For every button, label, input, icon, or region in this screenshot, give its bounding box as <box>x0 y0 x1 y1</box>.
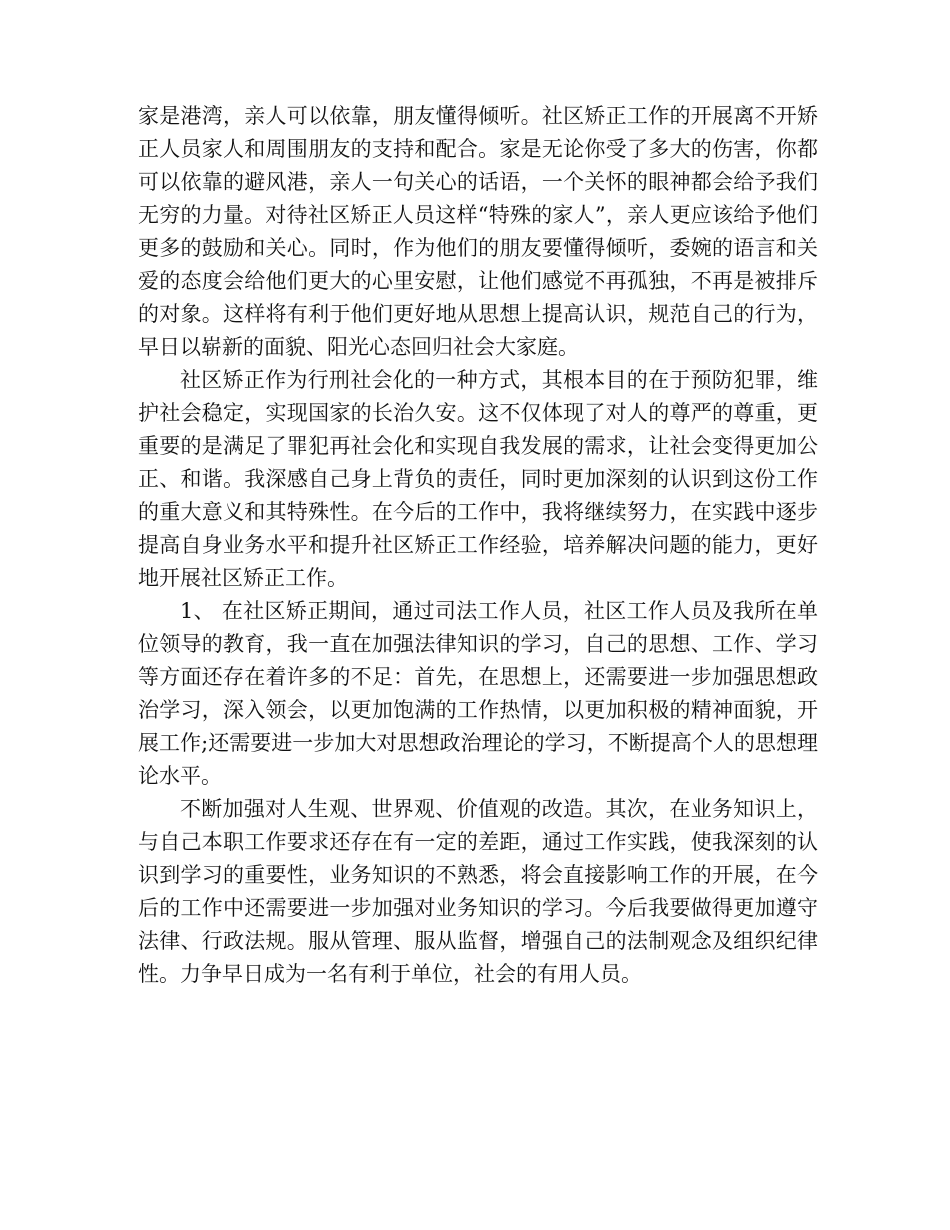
paragraph-1: 家是港湾，亲人可以依靠，朋友懂得倾听。社区矫正工作的开展离不开矫正人员家人和周围朋友的支持和配合。家是无论你受了多大的伤害，你都可以依靠的避风港，亲人一句关心的话语，一个关怀的眼神都会给予我们无穷的力量。对待社区矫正人员这样“特殊的家人”，亲人更应该给予他们更多的鼓励和关心。同时，作为他们的朋友要懂得倾听，委婉的语言和关爱的态度会给他们更大的心里安慰，让他们感觉不再孤独，不再是被排斥的对象。这样将有利于他们更好地从思想上提高认识，规范自己的行为，早日以崭新的面貌、阳光心态回归社会大家庭。 <box>138 104 818 359</box>
document-page <box>138 100 818 991</box>
paragraph-4: 不断加强对人生观、世界观、价值观的改造。其次，在业务知识上，与自己本职工作要求还存在有一定的差距，通过工作实践，使我深刻的认识到学习的重要性，业务知识的不熟悉，将会直接影响工作的开展，在今后的工作中还需要进一步加强对业务知识的学习。今后我要做得更加遵守法律、行政法规。服从管理、服从监督，增强自己的法制观念及组织纪律性。力争早日成为一名有利于单位，社会的有用人员。 <box>138 797 818 986</box>
paragraph-2: 社区矫正作为行刑社会化的一种方式，其根本目的在于预防犯罪，维护社会稳定，实现国家的长治久安。这不仅体现了对人的尊严的尊重，更重要的是满足了罪犯再社会化和实现自我发展的需求，让社会变得更加公正、和谐。我深感自己身上背负的责任，同时更加深刻的认识到这份工作的重大意义和其特殊性。在今后的工作中，我将继续努力，在实践中逐步提高自身业务水平和提升社区矫正工作经验，培养解决问题的能力，更好地开展社区矫正工作。 <box>138 368 818 590</box>
paragraph-3: 1、 在社区矫正期间，通过司法工作人员，社区工作人员及我所在单位领导的教育，我一直在加强法律知识的学习，自己的思想、工作、学习等方面还存在着许多的不足：首先，在思想上，还需要进一步加强思想政治学习，深入领会，以更加饱满的工作热情，以更加积极的精神面貌，开展工作;还需要进一步加大对思想政治理论的学习，不断提高个人的思想理论水平。 <box>138 599 818 788</box>
